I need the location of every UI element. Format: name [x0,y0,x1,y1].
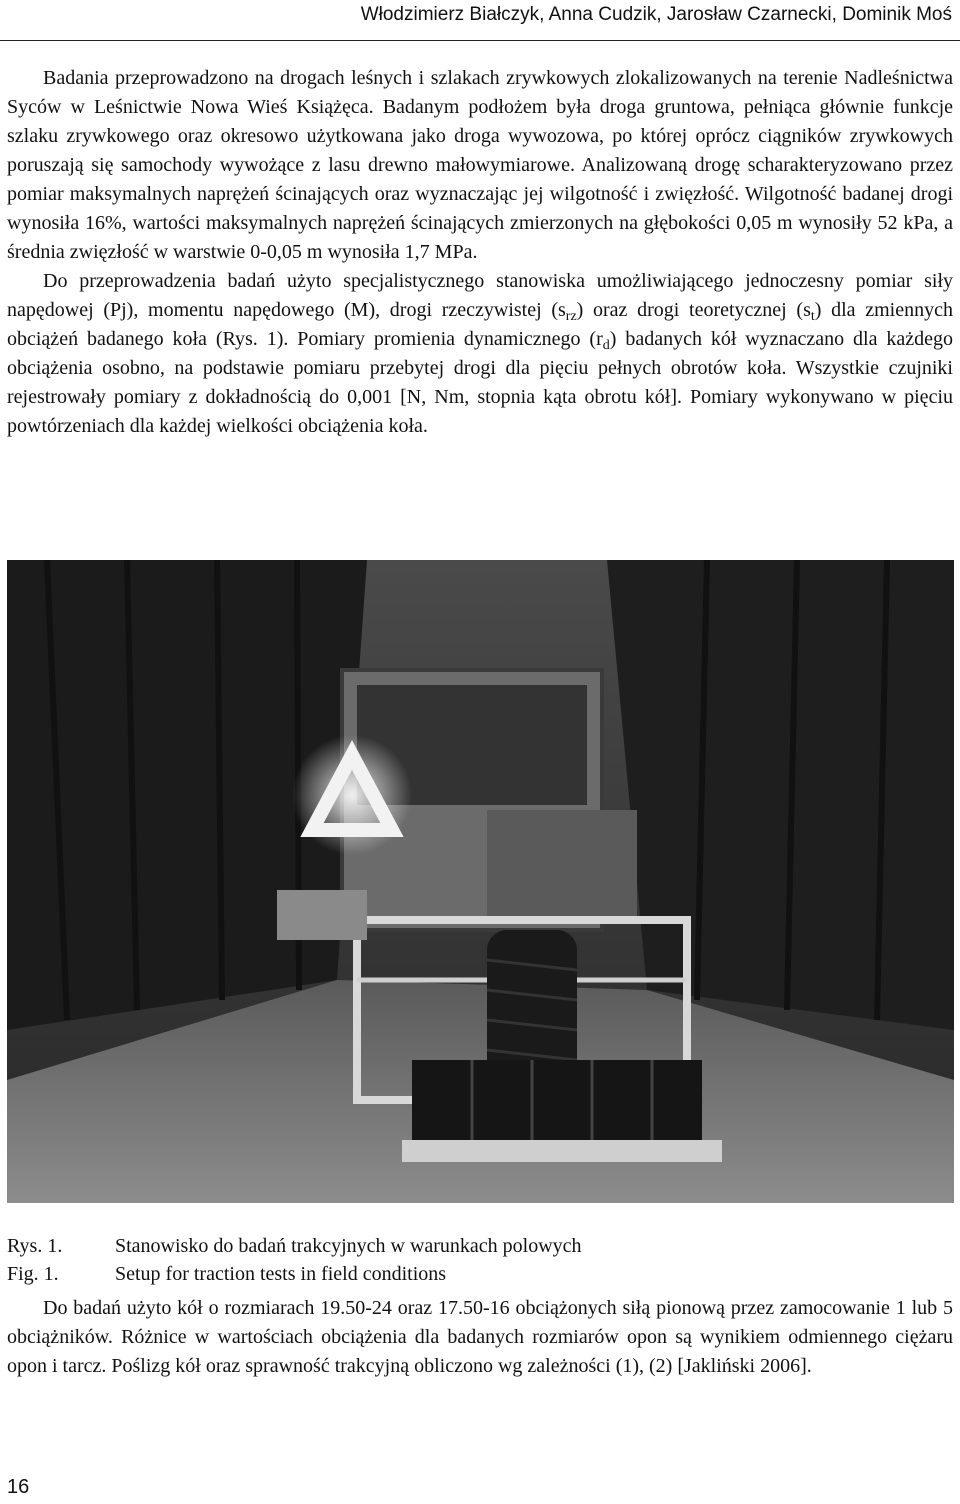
body-text-bottom [7,1294,953,1381]
figure-caption [7,1232,953,1288]
paragraph-2: Do przeprowadzenia badań użyto specjalistycznego stanowiska umożliwiającego jednoczesny pomiar siły napędowej (Pj), momentu napędowego (M), drogi rzeczywistej $(s_{rz})$ oraz drogi teoretycznej $(s_t)$ dla zmiennych obciążeń badanego koła (Rys. 1). Pomiary promienia dynamicznego $(r_d)$ badanych kół wyznaczano dla każdego obciążenia osobno, na podstawie pomiaru przebytej drogi dla pięciu pełnych obrotów koła. Wszystkie czujniki rejestrowały pomiary z dokładnością do 0,001 [N, Nm, stopnia kąta obrotu kół]. Pomiary wykonywano w pięciu powtórzeniach dla każdej wielkości obciążenia koła. [7,270,953,437]
page-number: 16 [7,1476,30,1498]
paragraph-3: Do badań użyto kół o rozmiarach 19.50-24 oraz 17.50-16 obciążonych siłą pionową przez zamocowanie 1 lub 5 obciążników. Różnice w wartościach obciążenia dla badanych rozmiarów opon są wynikiem odmiennego ciężaru opon i tarcz. Poślizg kół oraz sprawność trakcyjną obliczono wg zależności (1), (2) [Jakliński 2006]. [7,1297,953,1377]
photo-illustration [7,560,954,1203]
body-text-top [7,64,953,441]
caption-label-rys: Rys. 1. [7,1235,63,1257]
paragraph-1: Badania przeprowadzono na drogach leśnych i szlakach zrywkowych zlokalizowanych na terenie Nadleśnictwa Syców w Leśnictwie Nowa Wieś Książęca. Badanym podłożem była droga gruntowa, pełniąca głównie funkcje szlaku zrywkowego oraz okresowo użytkowana jako droga wywozowa, po której oprócz ciągników zrywkowych poruszają się samochody wywożące z lasu drewno małowymiarowe. Analizowaną drogę scharakteryzowano przez pomiar maksymalnych naprężeń ścinających oraz wyznaczając jej wilgotność i zwięzłość. Wilgotność badanej drogi wynosiła 16%, wartości maksymalnych naprężeń ścinających zmierzonych na głębokości 0,05 m wynosiły 52 kPa, a średnia zwięzłość w warstwie 0-0,05 m wynosiła 1,7 MPa. [7,67,953,263]
figure-photo-tractor [7,560,954,1203]
caption-label-fig: Fig. 1. [7,1263,59,1285]
caption-text-polish: Stanowisko do badań trakcyjnych w warunkach polowych [115,1235,582,1257]
header-authors: Włodzimierz Białczyk, Anna Cudzik, Jarosław Czarnecki, Dominik Moś [360,4,952,25]
caption-text-english: Setup for traction tests in field conditions [115,1263,447,1285]
running-head [0,0,960,41]
caption-row-polish [7,1232,953,1260]
caption-row-english [7,1260,953,1288]
